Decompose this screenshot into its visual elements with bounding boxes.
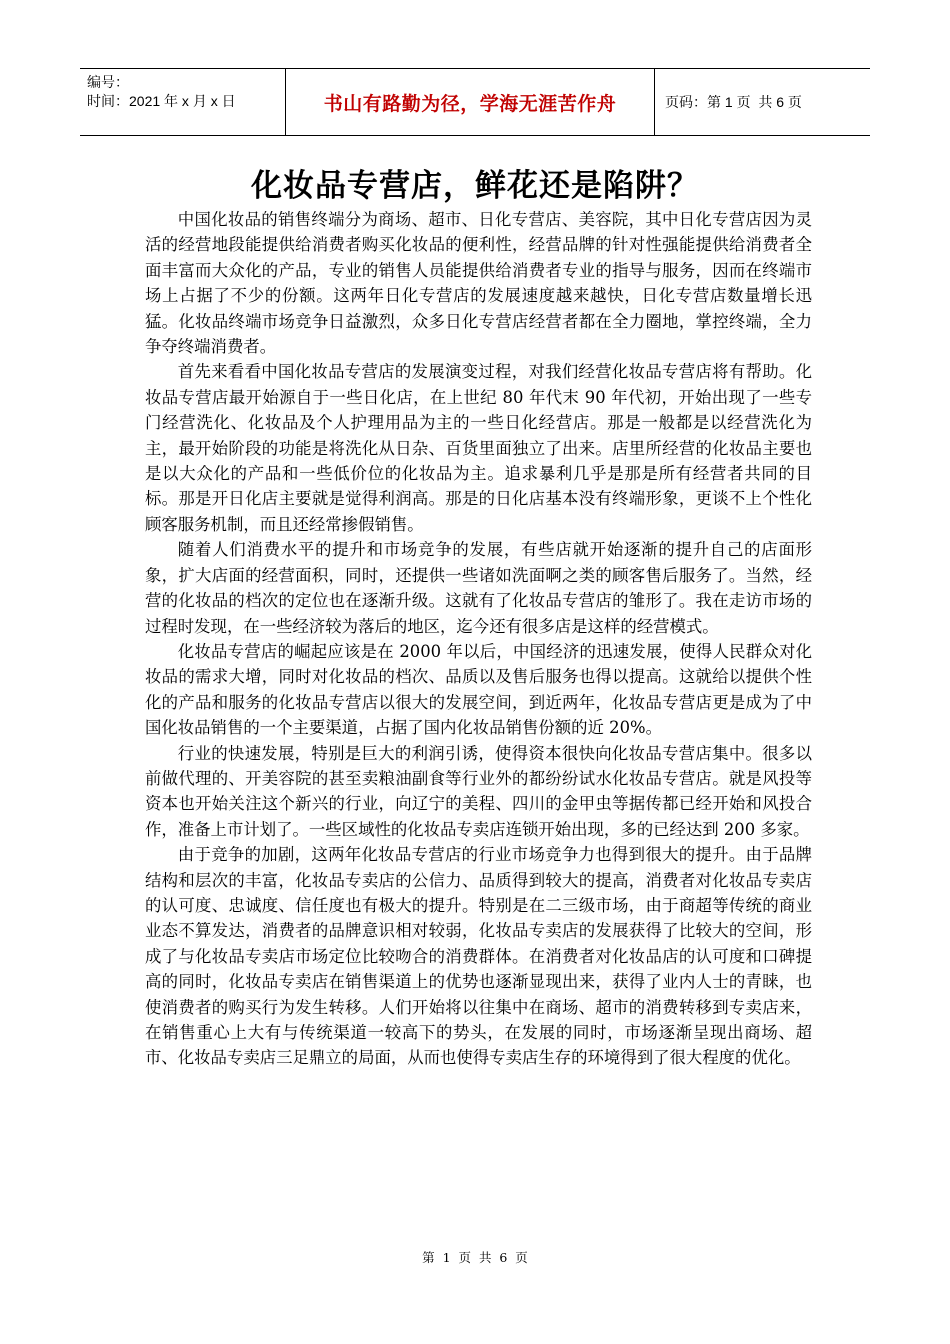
footer-page-number: 第 1 页 共 6 页 [422, 1250, 528, 1265]
body-paragraph: 首先来看看中国化妆品专营店的发展演变过程，对我们经营化妆品专营店将有帮助。化妆品专营店最开始源自于一些日化店，在上世纪 80 年代末 90 年代初，开始出现了一些专门经营洗化、化妆品及个人护理用品为主的一些日化经营店。那是一般都是以经营洗化为主，最开始阶段的功能是将洗化从日杂、百货里面独立了出来。店里所经营的化妆品主要也是以大众化的产品和一些低价位的化妆品为主。追求暴利几乎是那是所有经营者共同的目标。那是开日化店主要就是觉得利润高。那是的日化店基本没有终端形象，更谈不上个性化顾客服务机制，而且还经常掺假销售。 [145, 362, 812, 534]
header-page-info: 页码：第 1 页 共 6 页 [665, 94, 802, 110]
page-footer [0, 1248, 950, 1266]
header-motto: 书山有路勤为径，学海无涯苦作舟 [323, 92, 617, 115]
document-date: 时间：2021 年 x 月 x 日 [87, 93, 236, 109]
body-paragraph: 由于竞争的加剧，这两年化妆品专营店的行业市场竞争力也得到很大的提升。由于品牌结构和层次的丰富，化妆品专卖店的公信力、品质得到较大的提高，消费者对化妆品专卖店的认可度、忠诚度、信任度也有极大的提升。特别是在二三级市场，由于商超等传统的商业业态不算发达，消费者的品牌意识相对较弱，化妆品专卖店的发展获得了比较大的空间，形成了与化妆品专卖店市场定位比较吻合的消费群体。在消费者对化妆品店的认可度和口碑提高的同时，化妆品专卖店在销售渠道上的优势也逐渐显现出来，获得了业内人士的青睐，也使消费者的购买行为发生转移。人们开始将以往集中在商场、超市的消费转移到专卖店来，在销售重心上大有与传统渠道一较高下的势头，在发展的同时，市场逐渐呈现出商场、超市、化妆品专卖店三足鼎立的局面，从而也使得专卖店生存的环境得到了很大程度的优化。 [145, 845, 812, 1068]
document-number-label: 编号： [87, 74, 129, 90]
document-title: 化妆品专营店，鲜花还是陷阱？ [251, 168, 699, 204]
document-body [145, 207, 812, 1071]
body-paragraph: 中国化妆品的销售终端分为商场、超市、日化专营店、美容院，其中日化专营店因为灵活的经营地段能提供给消费者购买化妆品的便利性，经营品牌的针对性强能提供给消费者全面丰富而大众化的产品，专业的销售人员能提供给消费者专业的指导与服务，因而在终端市场上占据了不少的份额。这两年日化专营店的发展速度越来越快，日化专营店数量增长迅猛。化妆品终端市场竞争日益激烈，众多日化专营店经营者都在全力圈地，掌控终端，全力争夺终端消费者。 [145, 210, 812, 357]
header-motto-cell [285, 69, 655, 135]
page-header [80, 68, 870, 136]
body-paragraph: 行业的快速发展，特别是巨大的利润引诱，使得资本很快向化妆品专营店集中。很多以前做代理的、开美容院的甚至卖粮油副食等行业外的都纷纷试水化妆品专营店。就是风投等资本也开始关注这个新兴的行业，向辽宁的美程、四川的金甲虫等据传都已经开始和风投合作，准备上市计划了。一些区域性的化妆品专卖店连锁开始出现，多的已经达到 200 多家。 [145, 743, 812, 839]
body-paragraph: 随着人们消费水平的提升和市场竞争的发展，有些店就开始逐渐的提升自己的店面形象，扩大店面的经营面积，同时，还提供一些诸如洗面啊之类的顾客售后服务了。当然，经营的化妆品的档次的定位也在逐渐升级。这就有了化妆品专营店的雏形了。我在走访市场的过程时发现，在一些经济较为落后的地区，迄今还有很多店是这样的经营模式。 [145, 540, 812, 636]
header-page-cell [655, 69, 870, 135]
body-paragraph: 化妆品专营店的崛起应该是在 2000 年以后，中国经济的迅速发展，使得人民群众对化妆品的需求大增，同时对化妆品的档次、品质以及售后服务也得以提高。这就给以提供个性化的产品和服务的化妆品专营店以很大的发展空间，到近两年，化妆品专营店更是成为了中国化妆品销售的一个主要渠道，占据了国内化妆品销售份额的近 20%。 [145, 641, 812, 738]
header-meta [80, 69, 285, 135]
